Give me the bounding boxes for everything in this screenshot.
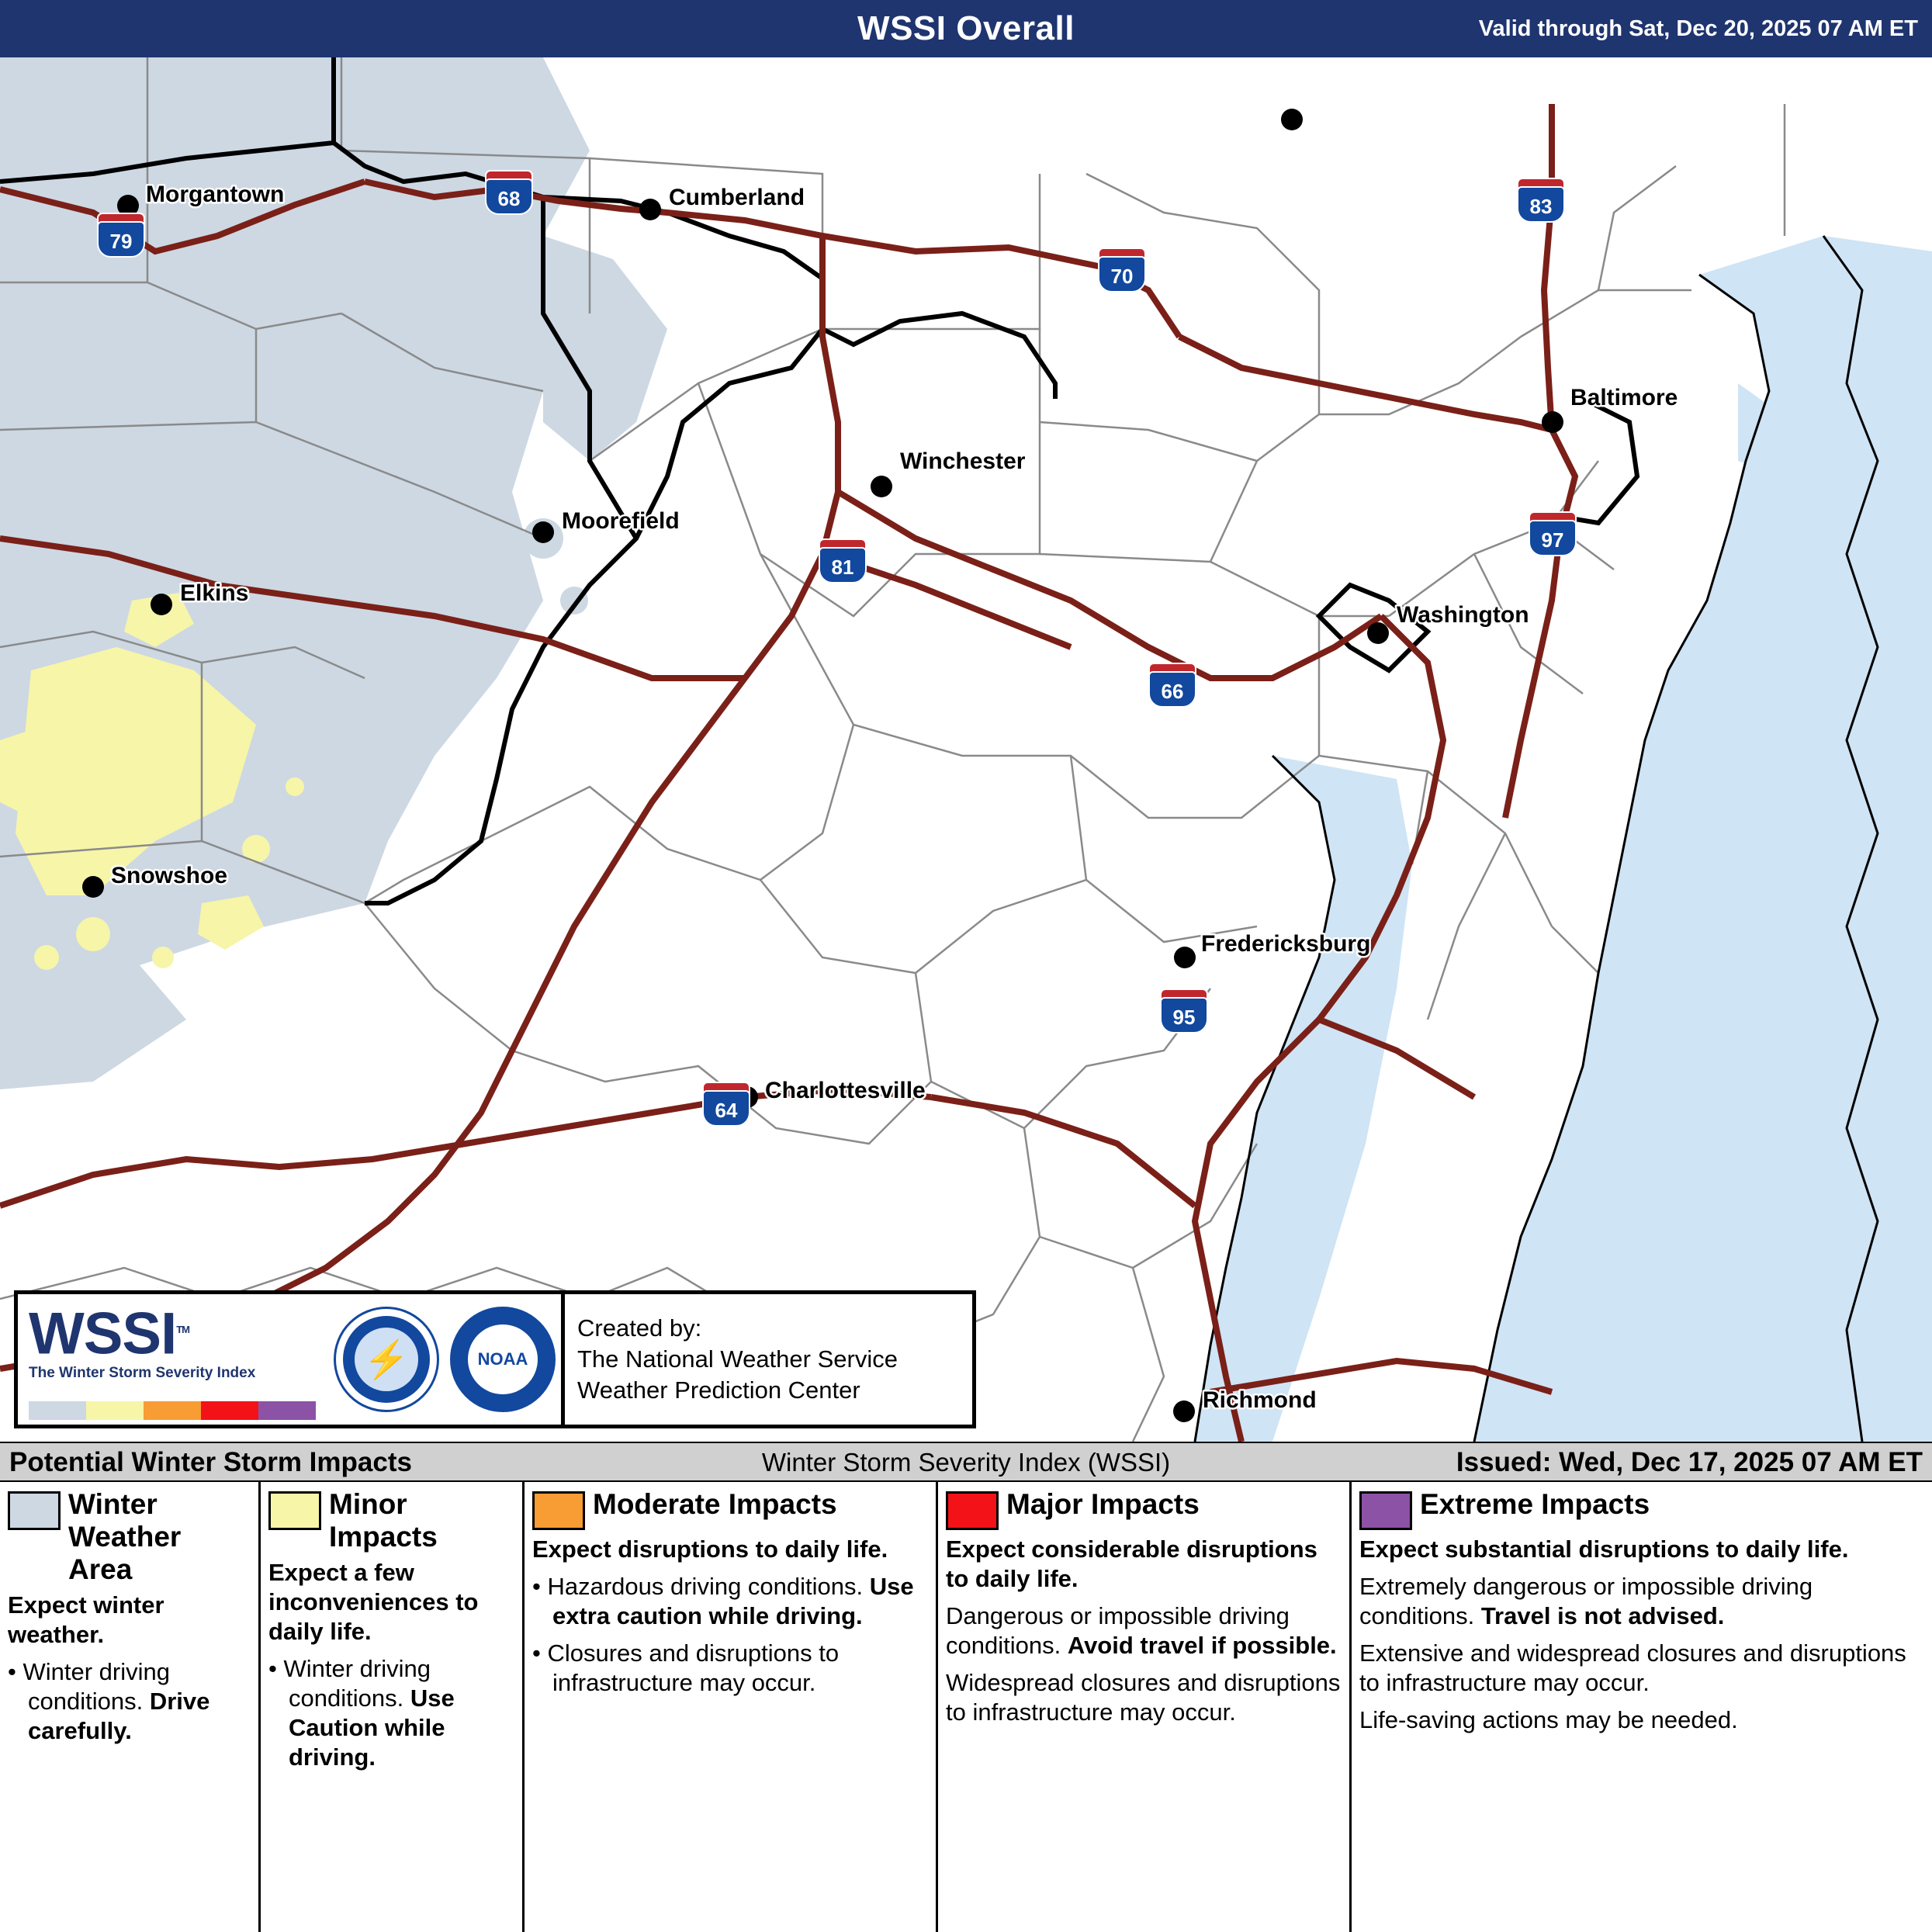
wssi-wordmark-text: WSSI — [29, 1300, 177, 1367]
wssi-credit-box — [14, 1290, 976, 1428]
legend-swatch-major — [946, 1491, 999, 1530]
city-label-elkins: Elkins — [180, 580, 249, 606]
legend-title-moderate: Moderate Impacts — [593, 1488, 837, 1520]
legend-paragraph — [1359, 1705, 1924, 1735]
city-label-winchester: Winchester — [900, 448, 1026, 474]
legend-lead-extreme: Expect substantial disruptions to daily life. — [1359, 1536, 1849, 1563]
legend-swatch-minor — [268, 1491, 321, 1530]
para-bold: Avoid travel if possible. — [1067, 1632, 1337, 1659]
shield-number: 64 — [702, 1090, 750, 1127]
bar-moderate — [144, 1401, 201, 1420]
bar-winter-weather — [29, 1401, 86, 1420]
interstate-shield-66 — [1148, 663, 1196, 708]
credit-line-1: Created by: — [577, 1314, 702, 1342]
bar-minor — [86, 1401, 144, 1420]
legend-paragraph — [1359, 1639, 1924, 1698]
legend-lead-winter-weather-area: Expect winter weather. — [8, 1591, 164, 1648]
bullet-plain: Winter driving conditions. — [23, 1658, 170, 1715]
issued-timestamp: Issued: Wed, Dec 17, 2025 07 AM ET — [1456, 1447, 1923, 1477]
city-label-richmond: Richmond — [1203, 1387, 1317, 1413]
shield-number: 83 — [1517, 186, 1565, 223]
legend-title-extreme: Extreme Impacts — [1420, 1488, 1650, 1520]
lightning-bolt-icon: ⚡ — [363, 1339, 410, 1381]
agency-seals — [328, 1294, 561, 1425]
legend-column-moderate-impacts — [525, 1482, 938, 1932]
legend-bullet: • Winter driving conditions. Drive carefully. — [8, 1658, 210, 1744]
city-label-moorefield: Moorefield — [562, 508, 680, 534]
subheader-center-title: Winter Storm Severity Index (WSSI) — [761, 1448, 1171, 1477]
para-bold: Travel is not advised. — [1480, 1602, 1725, 1629]
credit-line-3: Weather Prediction Center — [577, 1376, 860, 1404]
wssi-tm: TM — [176, 1324, 190, 1335]
shield-number: 81 — [819, 547, 867, 583]
para-plain: Extensive and widespread closures and disruptions to infrastructure may occur. — [1359, 1639, 1906, 1696]
legend-head — [532, 1488, 928, 1530]
legend-title-major: Major Impacts — [1006, 1488, 1200, 1520]
noaa-seal-label: NOAA — [477, 1349, 528, 1369]
city-label-morgantown: Morgantown — [146, 182, 285, 207]
wssi-wordmark — [29, 1300, 328, 1367]
bullet-bold: Drive carefully. — [28, 1688, 210, 1744]
para-plain: Life-saving actions may be needed. — [1359, 1706, 1738, 1733]
legend-bullet: • Hazardous driving conditions. Use extra caution while driving. — [532, 1573, 914, 1629]
bar-extreme — [258, 1401, 316, 1420]
legend-paragraph — [946, 1601, 1342, 1660]
legend-lead-moderate: Expect disruptions to daily life. — [532, 1536, 888, 1563]
interstate-shield-68 — [485, 170, 533, 215]
legend-lead-major: Expect considerable disruptions to daily life. — [946, 1536, 1317, 1592]
shield-number: 95 — [1160, 997, 1208, 1034]
creator-credit — [561, 1294, 972, 1425]
legend-title-winter-weather-area: Winter Weather Area — [68, 1488, 182, 1585]
map-graphics — [0, 57, 1932, 1442]
city-label-baltimore: Baltimore — [1570, 385, 1678, 410]
wssi-subtitle: The Winter Storm Severity Index — [29, 1365, 256, 1382]
shield-number: 79 — [97, 221, 145, 258]
page-title: WSSI Overall — [857, 9, 1075, 47]
bullet-plain: Hazardous driving conditions. — [547, 1573, 870, 1600]
legend-head — [268, 1488, 514, 1553]
credit-line-2: The National Weather Service — [577, 1345, 898, 1373]
para-plain: Widespread closures and disruptions to infrastructure may occur. — [946, 1669, 1341, 1726]
city-label-fredericksburg: Fredericksburg — [1201, 931, 1371, 957]
interstate-shield-81 — [819, 538, 867, 583]
city-label-snowshoe: Snowshoe — [111, 863, 228, 888]
legend-bullet: • Closures and disruptions to infrastructure may occur. — [532, 1639, 840, 1696]
valid-through-text: Valid through Sat, Dec 20, 2025 07 AM ET — [1478, 16, 1918, 41]
legend-title-minor: Minor Impacts — [329, 1488, 438, 1553]
interstate-shield-83 — [1517, 178, 1565, 223]
legend-swatch-extreme — [1359, 1491, 1412, 1530]
legend-swatch-moderate — [532, 1491, 585, 1530]
bullet-bold: Use Caution while driving. — [289, 1684, 455, 1771]
wssi-logo — [18, 1294, 328, 1425]
page-header — [0, 0, 1932, 57]
wssi-color-bar — [29, 1401, 316, 1420]
legend-column-minor-impacts — [261, 1482, 525, 1932]
city-label-washington: Washington — [1397, 602, 1529, 628]
legend-head — [946, 1488, 1342, 1530]
legend-head — [8, 1488, 251, 1586]
bullet-plain: Closures and disruptions to infrastructure may occur. — [547, 1639, 840, 1696]
legend-column-winter-weather-area — [0, 1482, 261, 1932]
city-label-cumberland: Cumberland — [669, 185, 805, 210]
city-label-charlottesville: Charlottesville — [765, 1078, 926, 1103]
noaa-seal-icon — [450, 1307, 556, 1412]
interstate-shield-64 — [702, 1082, 750, 1127]
shield-number: 97 — [1529, 520, 1577, 556]
bullet-bold: Use extra caution while driving. — [552, 1573, 914, 1629]
para-plain: Extremely dangerous or impossible driving conditions. — [1359, 1573, 1813, 1629]
bullet-plain: Winter driving conditions. — [283, 1655, 431, 1712]
shield-number: 70 — [1098, 256, 1146, 293]
legend-paragraph — [946, 1668, 1342, 1727]
nws-seal-icon — [334, 1307, 439, 1412]
para-plain: Dangerous or impossible driving conditions. — [946, 1602, 1290, 1659]
impact-legend — [0, 1482, 1932, 1932]
map-canvas[interactable] — [0, 57, 1932, 1442]
bar-major — [201, 1401, 258, 1420]
interstate-shield-97 — [1529, 511, 1577, 556]
legend-column-extreme-impacts — [1352, 1482, 1932, 1932]
interstate-shield-79 — [97, 213, 145, 258]
legend-swatch-winter-weather-area — [8, 1491, 61, 1530]
shield-number: 68 — [485, 178, 533, 215]
legend-paragraph — [1359, 1572, 1924, 1631]
noaa-seal-inner — [468, 1324, 538, 1394]
legend-lead-minor: Expect a few inconveniences to daily life. — [268, 1559, 479, 1645]
interstate-shield-95 — [1160, 989, 1208, 1034]
subheader-left-title: Potential Winter Storm Impacts — [9, 1447, 412, 1477]
interstate-shield-70 — [1098, 248, 1146, 293]
legend-column-major-impacts — [938, 1482, 1352, 1932]
impacts-subheader — [0, 1442, 1932, 1482]
legend-head — [1359, 1488, 1924, 1530]
shield-number: 66 — [1148, 671, 1196, 708]
legend-bullet: • Winter driving conditions. Use Caution while driving. — [268, 1655, 455, 1771]
